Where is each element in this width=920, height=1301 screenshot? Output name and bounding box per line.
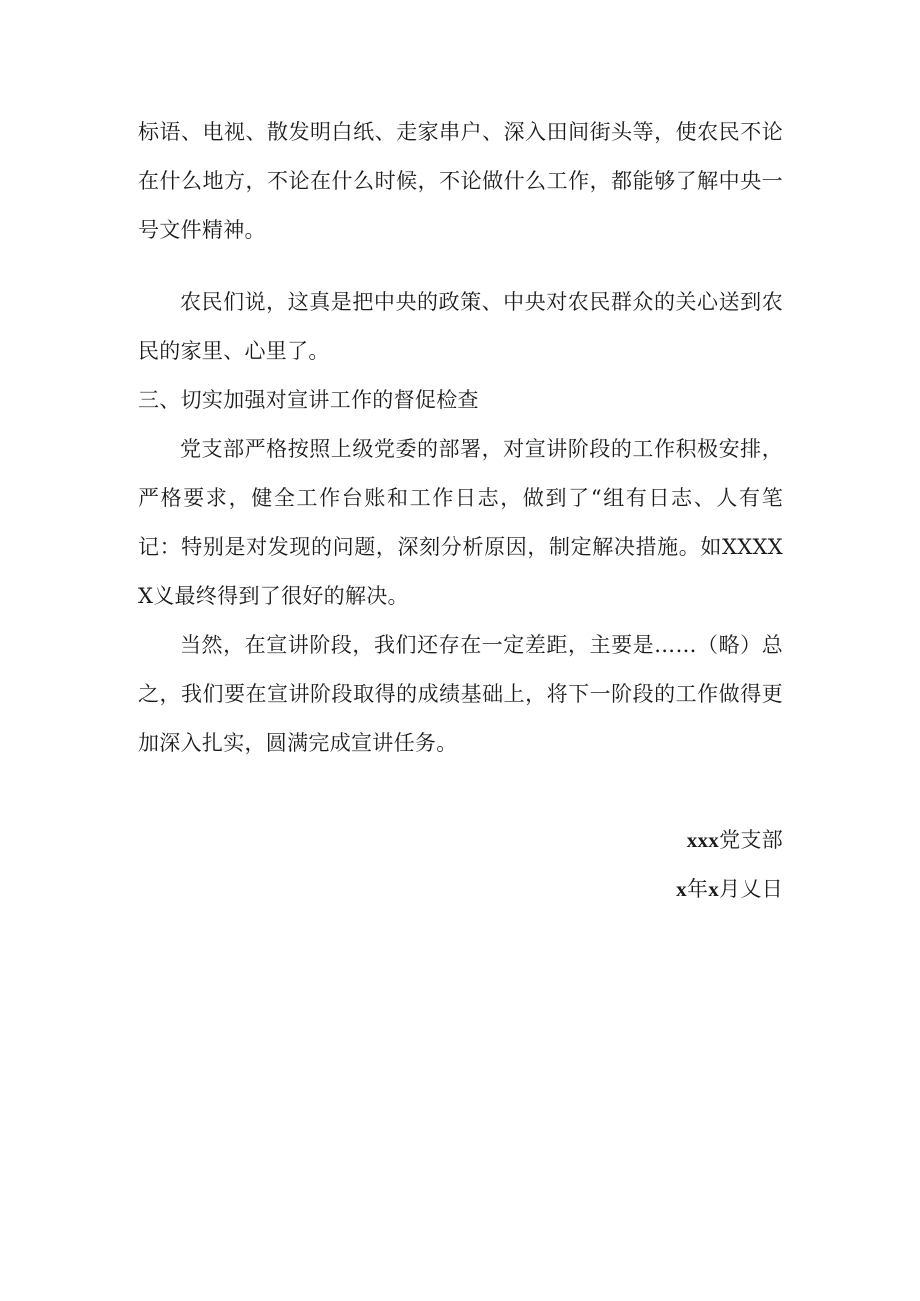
signature-date-x1: x	[676, 877, 687, 901]
signature-date-x2: x	[708, 877, 720, 901]
paragraph-farmers-said: 农民们说，这真是把中央的政策、中央对农民群众的关心送到农民的家里、心里了。	[138, 290, 783, 363]
signature-date-rest: 月乂日	[719, 877, 783, 901]
section-heading: 三、切实加强对宣讲工作的督促检查	[138, 388, 479, 412]
paragraph-conclusion: 当然，在宣讲阶段，我们还存在一定差距，主要是……（略）总之，我们要在宣讲阶段取得的成绩基础上，将下一阶段的工作做得更加深入扎实，圆满完成宣讲任务。	[138, 633, 783, 755]
paragraph-supervision: 党支部严格按照上级党委的部署，对宣讲阶段的工作积极安排，严格要求，健全工作台账和工作日志，做到了“组有日志、人有笔记：特别是对发现的问题，深刻分析原因，制定解决措施。如XXXXX义最终得到了很好的解决。	[138, 437, 783, 608]
signature-org-prefix: xxx	[686, 828, 720, 852]
signature-org-suffix: 党支部	[719, 828, 783, 852]
signature-date	[676, 865, 783, 914]
signature-block	[676, 816, 783, 914]
document-body	[138, 108, 783, 768]
signature-date-year: 年	[686, 877, 709, 901]
paragraph-continuation: 标语、电视、散发明白纸、走家串户、深入田间街头等，使农民不论在什么地方，不论在什么时候，不论做什么工作，都能够了解中央一号文件精神。	[138, 120, 783, 242]
signature-organization	[676, 816, 783, 865]
